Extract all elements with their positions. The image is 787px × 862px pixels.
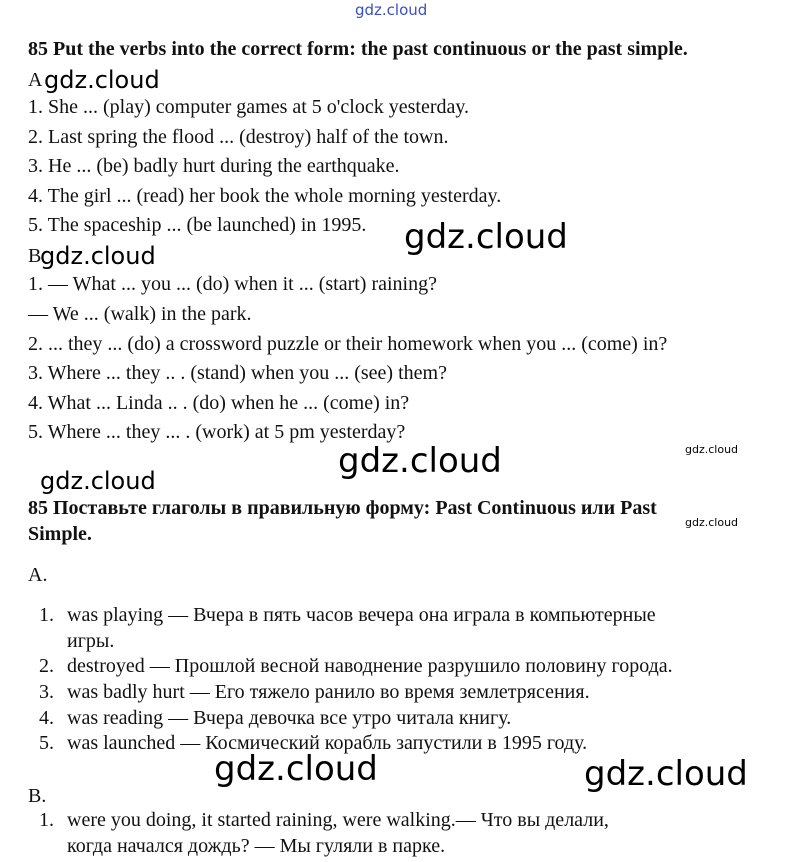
section-a-label: A bbox=[28, 69, 43, 91]
watermark-b: gdz.cloud bbox=[40, 242, 156, 270]
watermark-left: gdz.cloud bbox=[40, 467, 156, 495]
watermark-small-2: gdz.cloud bbox=[685, 516, 739, 529]
a-item-5: 5. The spaceship ... (be launched) in 1995. bbox=[28, 214, 367, 236]
a-item-1: 1. She ... (play) computer games at 5 o'clock yesterday. bbox=[28, 96, 470, 118]
watermark-a: gdz.cloud bbox=[44, 66, 160, 94]
answer-a-5-line1: was launched — Космический корабль запустили в 1995 году. bbox=[67, 732, 588, 754]
answer-a-4-num: 4. bbox=[39, 707, 54, 729]
answer-section-a-label: A. bbox=[28, 564, 48, 586]
answer-a-3-num: 3. bbox=[39, 681, 54, 703]
b-item-5: 5. Where ... they ... . (work) at 5 pm yesterday? bbox=[28, 421, 406, 443]
answer-a-2-line1: destroyed — Прошлой весной наводнение разрушило половину города. bbox=[67, 655, 673, 677]
answer-title-line2: Simple. bbox=[28, 523, 92, 545]
answer-a-1-line2: игры. bbox=[67, 630, 115, 652]
answer-section-b-label: B. bbox=[28, 785, 47, 807]
answer-b-1-line2: когда начался дождь? — Мы гуляли в парке. bbox=[67, 835, 446, 857]
a-item-3: 3. He ... (be) badly hurt during the earthquake. bbox=[28, 155, 400, 177]
watermark-small-1: gdz.cloud bbox=[685, 443, 739, 456]
section-b-label: B bbox=[28, 245, 42, 267]
answer-a-3-line1: was badly hurt — Его тяжело ранило во время землетрясения. bbox=[67, 681, 590, 703]
answer-a-1-line1: was playing — Вчера в пять часов вечера она играла в компьютерные bbox=[67, 604, 656, 626]
a-item-2: 2. Last spring the flood ... (destroy) half of the town. bbox=[28, 126, 449, 148]
answer-a-1-num: 1. bbox=[39, 604, 54, 626]
b-item-1: 1. — What ... you ... (do) when it ... (start) raining? bbox=[28, 273, 437, 295]
watermark-bottom-2: gdz.cloud bbox=[584, 754, 748, 794]
exercise-title: 85 Put the verbs into the correct form: the past continuous or the past simple. bbox=[28, 38, 688, 60]
a-item-4: 4. The girl ... (read) her book the whole morning yesterday. bbox=[28, 185, 502, 207]
answer-a-2-num: 2. bbox=[39, 655, 54, 677]
answer-b-1-line1: were you doing, it started raining, were walking.— Что вы делали, bbox=[67, 809, 609, 831]
watermark-mid-2: gdz.cloud bbox=[338, 441, 502, 481]
watermark-top: gdz.cloud bbox=[355, 1, 428, 19]
b-item-1-reply: — We ... (walk) in the park. bbox=[28, 303, 252, 325]
b-item-4: 4. What ... Linda .. . (do) when he ... (come) in? bbox=[28, 392, 410, 414]
watermark-bottom-1: gdz.cloud bbox=[214, 749, 378, 789]
b-item-3: 3. Where ... they .. . (stand) when you ... (see) them? bbox=[28, 362, 447, 384]
answer-title-line1: 85 Поставьте глаголы в правильную форму: Past Continuous или Past bbox=[28, 497, 657, 519]
b-item-2: 2. ... they ... (do) a crossword puzzle or their homework when you ... (come) in? bbox=[28, 333, 668, 355]
answer-a-5-num: 5. bbox=[39, 732, 54, 754]
watermark-mid-1: gdz.cloud bbox=[404, 217, 568, 257]
answer-a-4-line1: was reading — Вчера девочка все утро читала книгу. bbox=[67, 707, 512, 729]
answer-b-1-num: 1. bbox=[39, 809, 54, 831]
